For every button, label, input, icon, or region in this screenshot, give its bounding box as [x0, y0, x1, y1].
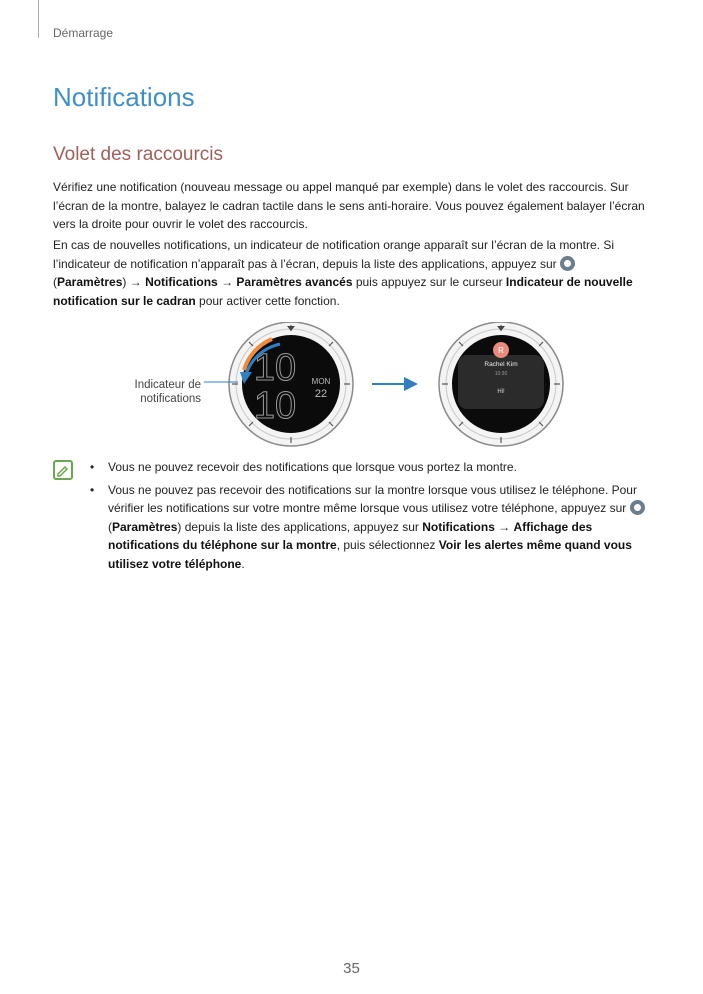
list-item: • Vous ne pouvez recevoir des notifications que lorsque vous portez la montre. — [90, 458, 650, 477]
settings-gear-icon — [560, 256, 575, 271]
list-item — [90, 481, 650, 574]
paragraph-text: ) → — [122, 275, 146, 289]
paragraph-text: → — [217, 275, 237, 289]
new-notification-indicator-label: Indicateur de nouvelle notification sur le cadran — [53, 275, 633, 308]
page-number: 35 — [343, 960, 360, 977]
notes-list — [90, 458, 650, 577]
paragraph-text: pour activer cette fonction. — [195, 293, 340, 308]
note-text: , puis sélectionnez — [336, 538, 439, 552]
transition-arrow-icon — [372, 377, 418, 391]
sender-name: Rachel Kim — [484, 361, 518, 368]
watch-hour: 10 — [253, 347, 297, 389]
paragraph-text: ( — [53, 275, 57, 289]
paragraph-indicator — [53, 236, 653, 310]
paragraph-text: puis appuyez sur le curseur — [352, 275, 506, 289]
header-rule — [38, 0, 39, 38]
note-pencil-icon — [53, 460, 73, 480]
paragraph-text: En cas de nouvelles notifications, un indicateur de notification orange apparaît sur l’écran de la montre. Si l’indicateur de notification n’apparaît pas à l’écran, depuis la liste des applications, appuyez sur — [53, 238, 614, 271]
note-text: Vous ne pouvez pas recevoir des notifications sur la montre lorsque vous utilisez le téléphone. Pour vérifier les notifications sur votre montre même lorsque vous utilisez votre téléphone, appuyez sur — [108, 482, 637, 515]
avatar-initial: R — [498, 346, 504, 355]
watch-minute: 10 — [253, 385, 297, 427]
settings-label: Paramètres — [57, 275, 123, 289]
callout-label: Indicateur de notifications — [134, 379, 201, 405]
phone-notifications-label: Affichage des notifications du téléphone sur la montre — [108, 519, 593, 552]
show-alerts-label: Voir les alertes même quand vous utilisez votre téléphone — [108, 538, 632, 571]
note-text: ( — [108, 519, 112, 534]
section-title: Volet des raccourcis — [53, 144, 224, 165]
page-title: Notifications — [53, 82, 195, 112]
note-text: ) depuis la liste des applications, appuyez sur — [177, 519, 423, 534]
breadcrumb: Démarrage — [53, 26, 114, 40]
notifications-label: Notifications — [422, 519, 495, 534]
notifications-label: Notifications — [145, 275, 218, 289]
advanced-settings-label: Paramètres avancés — [236, 275, 353, 289]
watch-face-clock — [204, 322, 353, 446]
message-text: Hi! — [497, 389, 505, 395]
note-text: . — [241, 556, 245, 571]
settings-gear-icon — [630, 500, 645, 515]
paragraph-intro: Vérifiez une notification (nouveau message ou appel manqué par exemple) dans le volet des raccourcis. Sur l’écran de la montre, balayez le cadran tactile dans le sens anti-horaire. Vous pouvez également balayer l’écran vers la droite pour ouvrir le volet des raccourcis. — [53, 180, 645, 231]
settings-label: Paramètres — [112, 519, 178, 534]
watch-day: MON — [311, 377, 331, 386]
watch-date: 22 — [314, 388, 328, 400]
note-text: → — [494, 519, 514, 534]
watch-face-notification — [439, 322, 563, 446]
message-time: 10:30 — [494, 371, 508, 377]
